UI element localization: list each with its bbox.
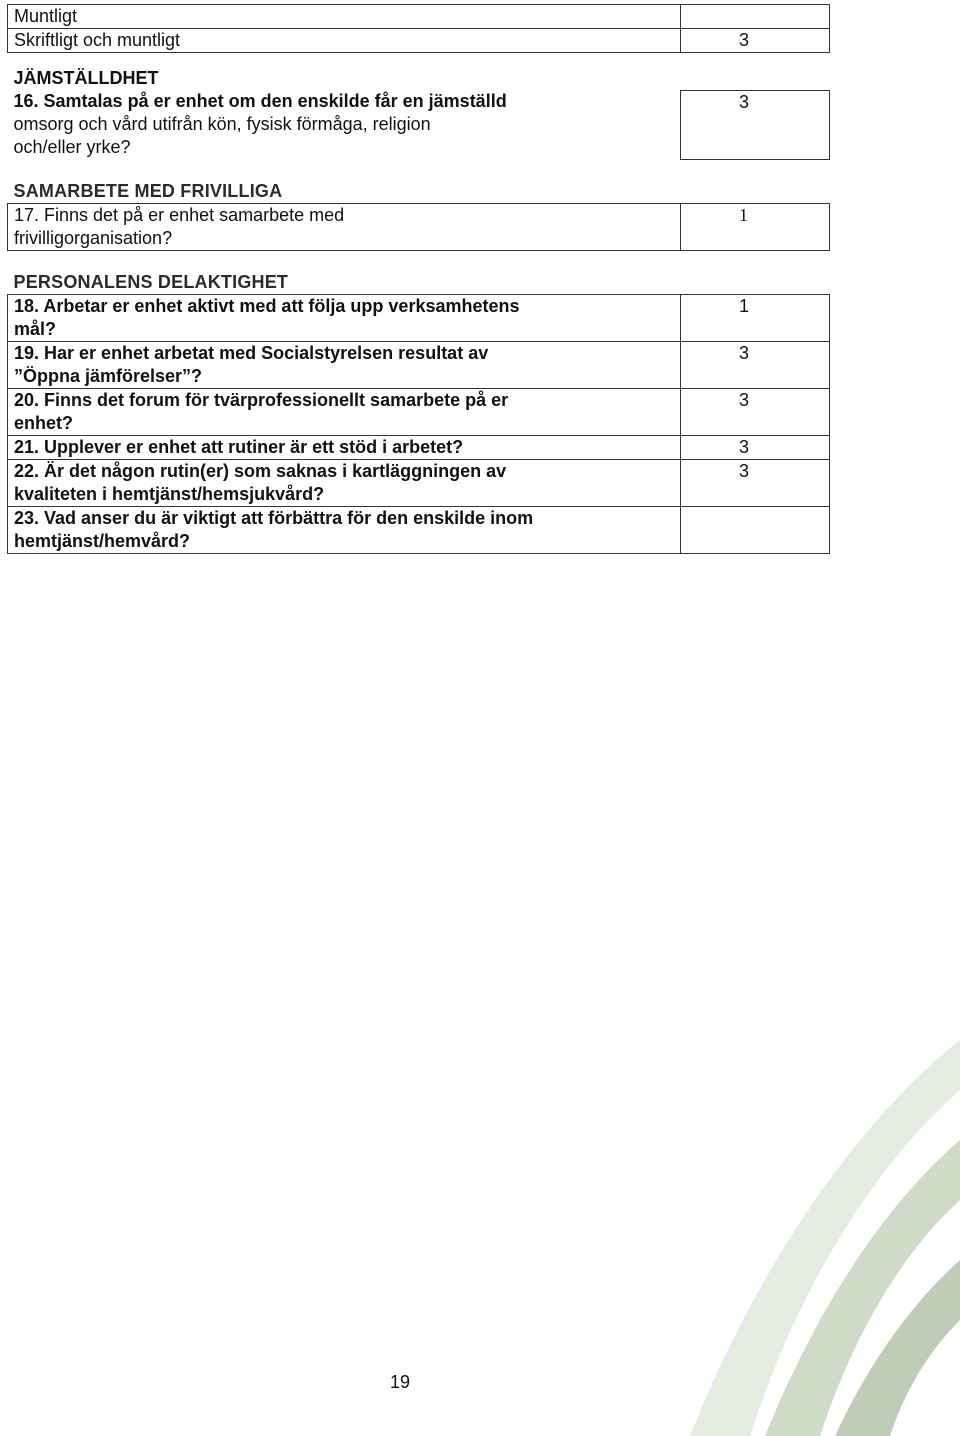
- question-20: [8, 388, 681, 435]
- spacer: [8, 53, 830, 66]
- question-line: 16. Samtalas på er enhet om den enskilde får en jämställd: [13, 91, 507, 111]
- table-row: [8, 203, 830, 250]
- score-cell: 1: [681, 294, 830, 341]
- question-line: frivilligorganisation?: [14, 227, 173, 248]
- section-heading-row: [8, 271, 830, 295]
- question-line: 21. Upplever er enhet att rutiner är ett stöd i arbetet?: [14, 436, 464, 457]
- score-cell: 3: [681, 459, 830, 506]
- question-19: [8, 341, 681, 388]
- spacer: [8, 250, 830, 271]
- table-row: [8, 90, 830, 159]
- question-line: och/eller yrke?: [13, 137, 131, 157]
- question-17: [8, 203, 681, 250]
- table-row: [8, 5, 830, 29]
- score-cell: 3: [681, 90, 830, 159]
- section-heading-jamstalldhet: JÄMSTÄLLDHET: [13, 68, 159, 88]
- question-line: omsorg och vård utifrån kön, fysisk förmåga, religion: [13, 114, 431, 134]
- answer-option-label: Muntligt: [8, 5, 681, 29]
- section-heading-row: [8, 65, 830, 90]
- spacer: [8, 159, 830, 180]
- table-row: [8, 388, 830, 435]
- table-row: [8, 435, 830, 459]
- question-line: 17. Finns det på er enhet samarbete med: [14, 204, 345, 225]
- question-line: kvaliteten i hemtjänst/hemsjukvård?: [14, 483, 325, 504]
- score-cell: [681, 506, 830, 553]
- section-heading-row: [8, 180, 830, 204]
- table-row: [8, 29, 830, 53]
- section-heading-personal: PERSONALENS DELAKTIGHET: [13, 271, 289, 292]
- answer-option-label: Skriftligt och muntligt: [8, 29, 681, 53]
- question-line: 18. Arbetar er enhet aktivt med att följa upp verksamhetens: [14, 295, 520, 316]
- score-cell: 1: [681, 203, 830, 250]
- table-row: [8, 506, 830, 553]
- score-cell: 3: [681, 388, 830, 435]
- table-row: [8, 341, 830, 388]
- page-number: 19: [389, 1372, 411, 1392]
- question-16: [8, 90, 681, 159]
- question-line: 22. Är det någon rutin(er) som saknas i kartläggningen av: [14, 460, 507, 481]
- score-cell: 3: [681, 435, 830, 459]
- question-line: hemtjänst/hemvård?: [14, 530, 191, 551]
- question-line: 23. Vad anser du är viktigt att förbättra för den enskilde inom: [14, 507, 534, 528]
- section-heading-samarbete: SAMARBETE MED FRIVILLIGA: [13, 180, 283, 201]
- question-line: ”Öppna jämförelser”?: [14, 365, 203, 386]
- question-line: 20. Finns det forum för tvärprofessionellt samarbete på er: [14, 389, 509, 410]
- question-23: [8, 506, 681, 553]
- question-18: [8, 294, 681, 341]
- table-row: [8, 294, 830, 341]
- score-cell: 3: [681, 341, 830, 388]
- question-22: [8, 459, 681, 506]
- question-21: [8, 435, 681, 459]
- question-line: enhet?: [14, 412, 74, 433]
- question-line: 19. Har er enhet arbetat med Socialstyrelsen resultat av: [14, 342, 489, 363]
- table-row: [8, 459, 830, 506]
- quality-survey-table: [7, 4, 830, 554]
- score-cell: 3: [681, 29, 830, 53]
- question-line: mål?: [14, 318, 57, 339]
- score-cell: [681, 5, 830, 29]
